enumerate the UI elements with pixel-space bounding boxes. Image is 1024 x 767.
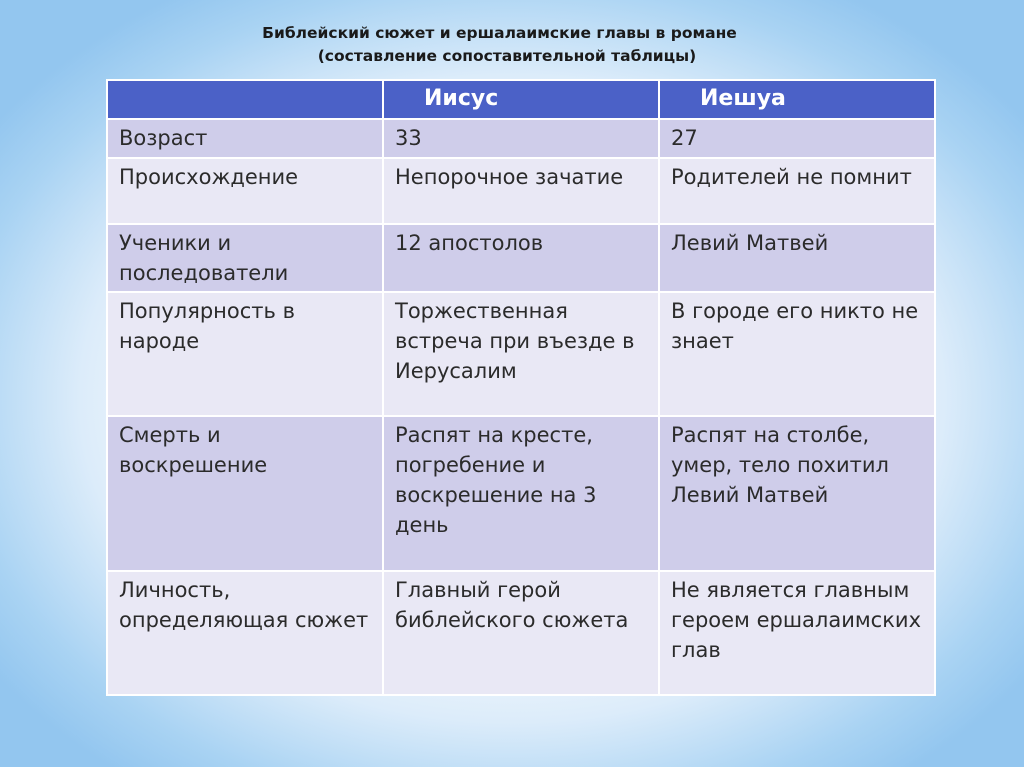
title-line-1: Библейский сюжет и ершалаимские главы в романе <box>262 24 737 42</box>
cell-yeshua: Не является главным героем ершалаимских глав <box>659 571 935 695</box>
title-line-2: (составление сопоставительной таблицы) <box>317 47 697 65</box>
cell-jesus: Главный герой библейского сюжета <box>383 571 659 695</box>
cell-jesus: 33 <box>383 119 659 158</box>
table-row <box>107 416 935 571</box>
row-label: Происхождение <box>107 158 383 224</box>
slide-title <box>0 22 1024 68</box>
cell-jesus: Непорочное зачатие <box>383 158 659 224</box>
cell-jesus: Распят на кресте, погребение и воскрешение на 3 день <box>383 416 659 571</box>
cell-yeshua: 27 <box>659 119 935 158</box>
row-label: Личность, определяющая сюжет <box>107 571 383 695</box>
cell-jesus: Торжественная встреча при въезде в Иерусалим <box>383 292 659 416</box>
cell-jesus: 12 апостолов <box>383 224 659 292</box>
cell-yeshua: Распят на столбе, умер, тело похитил Левий Матвей <box>659 416 935 571</box>
comparison-table <box>106 79 936 696</box>
table-row <box>107 158 935 224</box>
table-row <box>107 292 935 416</box>
row-label: Ученики и последователи <box>107 224 383 292</box>
row-label: Возраст <box>107 119 383 158</box>
header-cell-jesus: Иисус <box>383 80 659 119</box>
header-cell-yeshua: Иешуа <box>659 80 935 119</box>
row-label: Популярность в народе <box>107 292 383 416</box>
table-row <box>107 119 935 158</box>
row-label: Смерть и воскрешение <box>107 416 383 571</box>
table-row <box>107 224 935 292</box>
cell-yeshua: Родителей не помнит <box>659 158 935 224</box>
header-cell-empty <box>107 80 383 119</box>
table-header-row <box>107 80 935 119</box>
cell-yeshua: В городе его никто не знает <box>659 292 935 416</box>
table-row <box>107 571 935 695</box>
cell-yeshua: Левий Матвей <box>659 224 935 292</box>
